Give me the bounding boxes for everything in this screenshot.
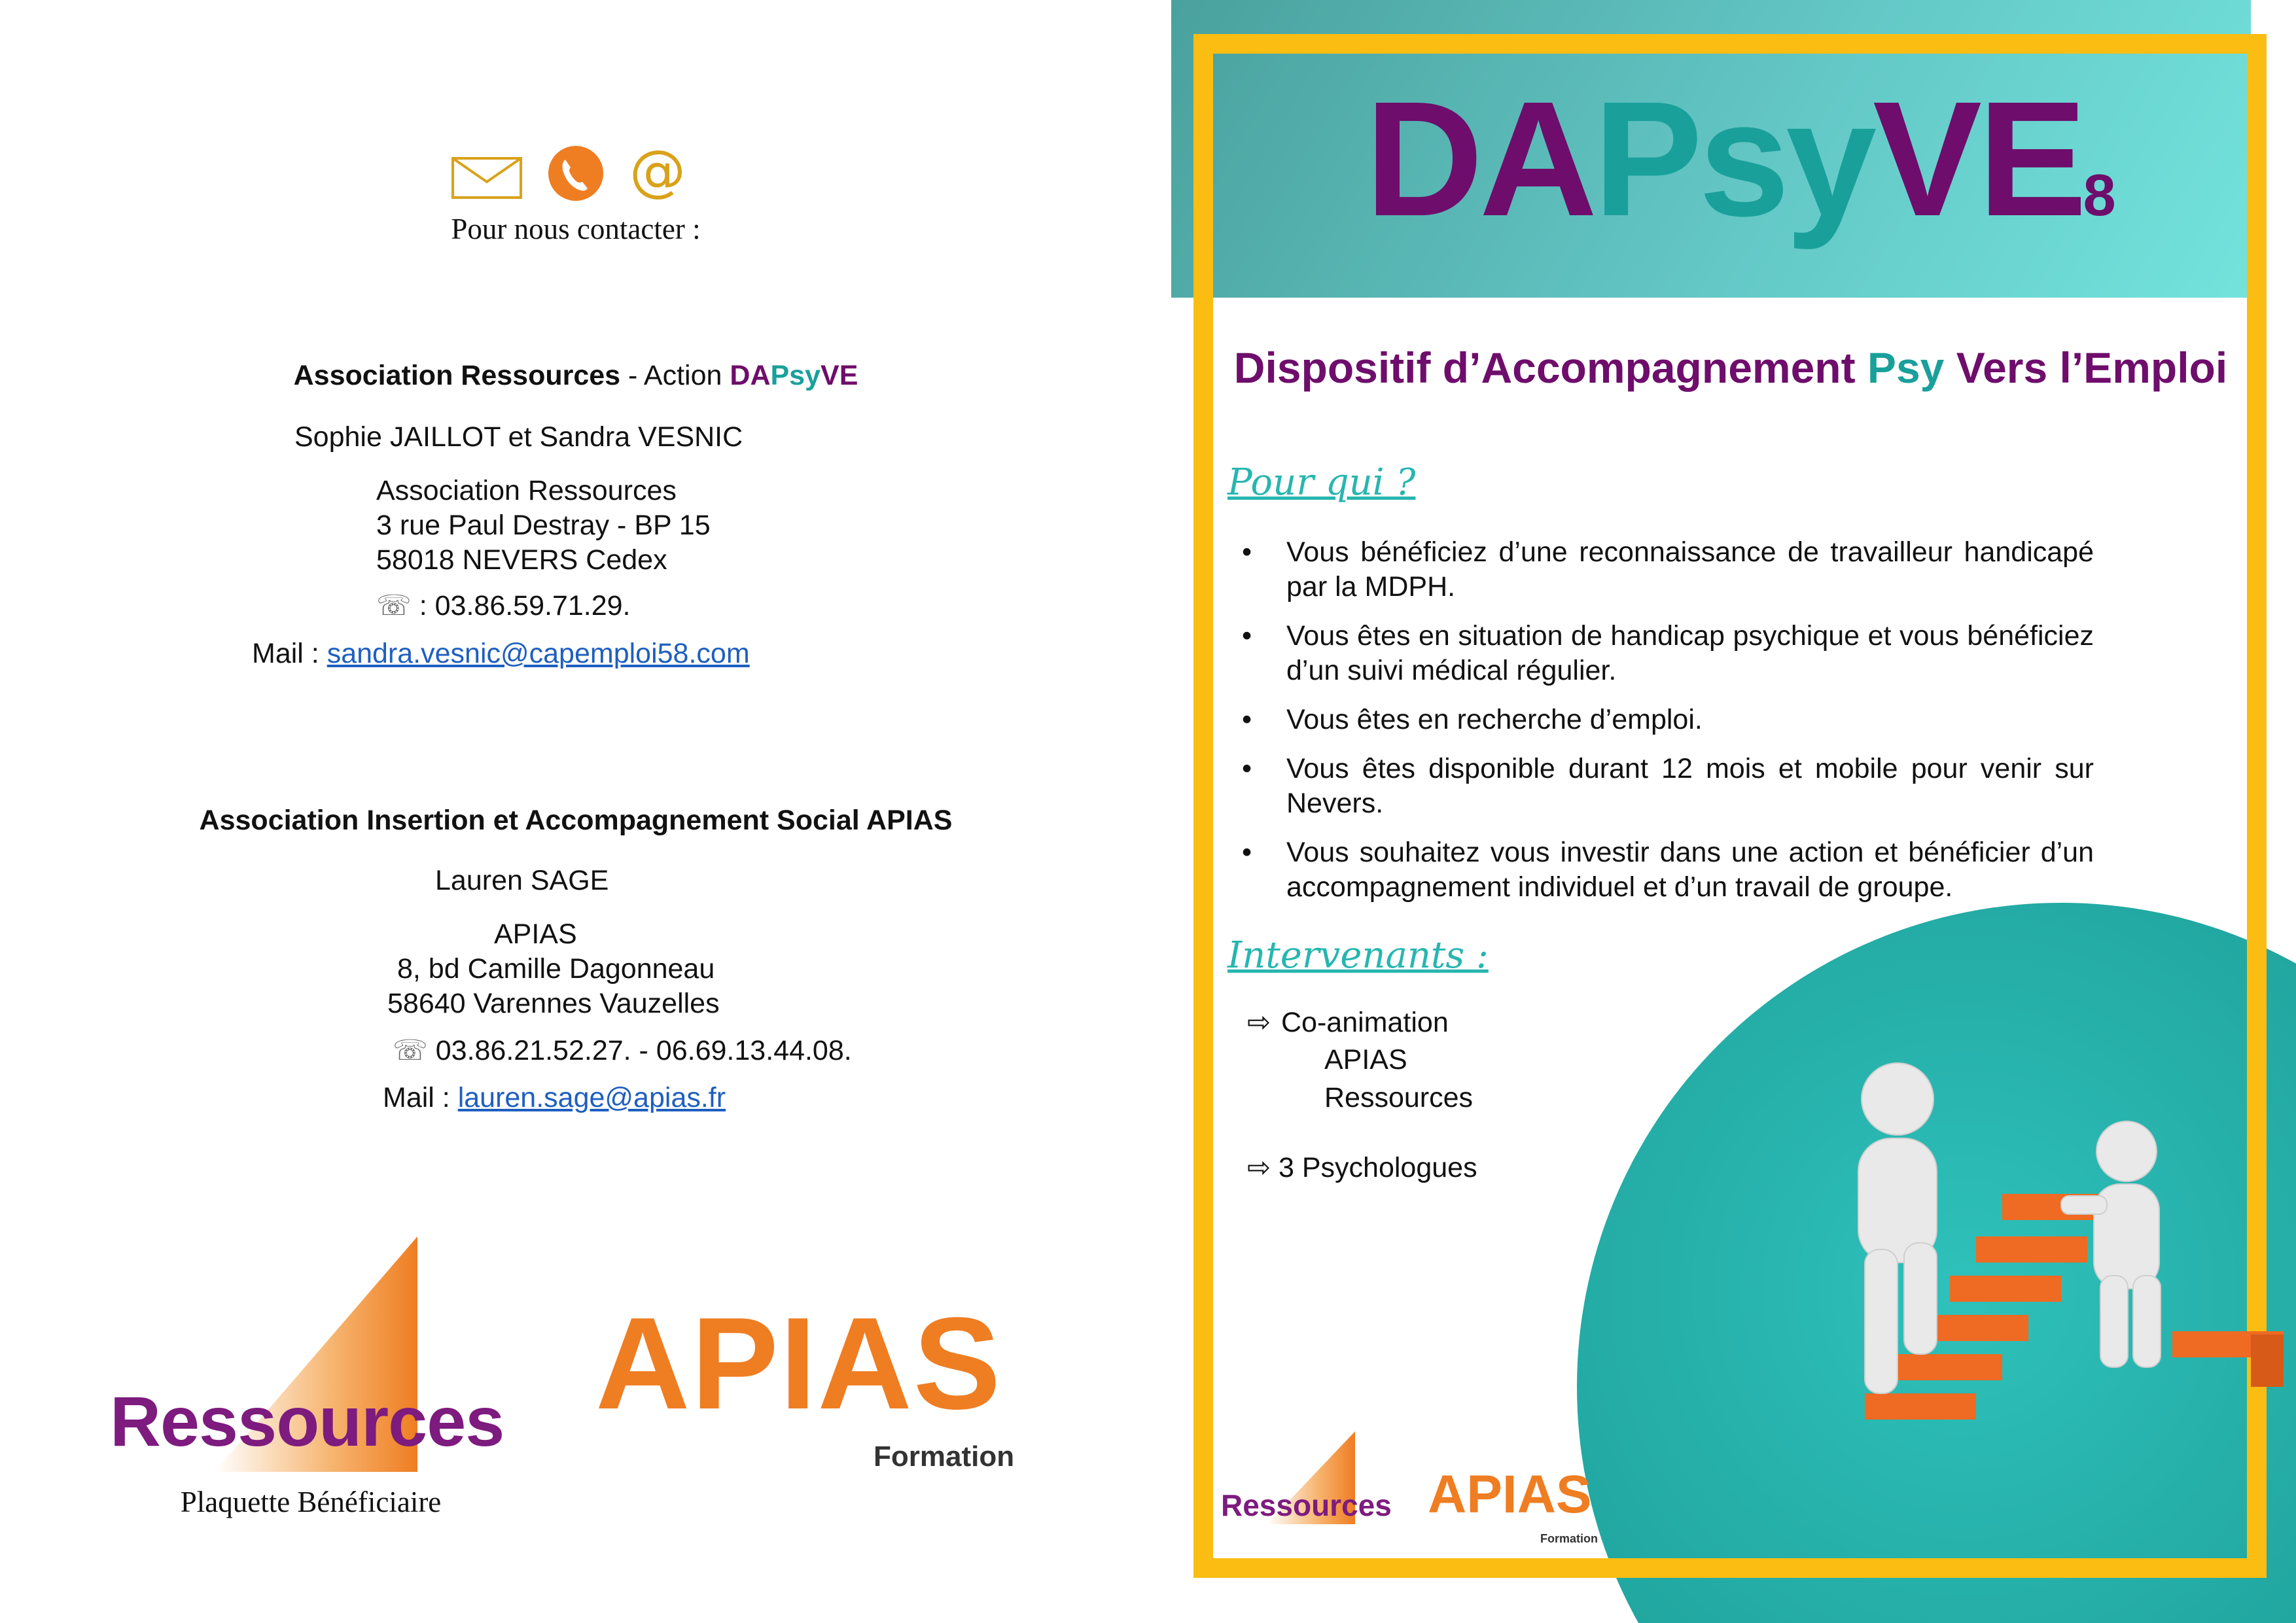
brand-psy: Psy	[1593, 67, 1873, 250]
apias-logo-small	[1428, 1464, 1624, 1543]
contact-title: Pour nous contacter :	[451, 213, 701, 245]
intervenant-item-psychologues: ⇨ 3 Psychologues	[1247, 1152, 1477, 1183]
bullet-icon: •	[1242, 536, 1252, 568]
org1-dap-da: DA	[730, 360, 771, 391]
org1-sep: - Action	[620, 360, 730, 391]
phone-icon	[548, 146, 603, 201]
org1-people: Sophie JAILLOT et Sandra VESNIC	[294, 421, 743, 453]
ressources-logo-text: Ressources	[110, 1382, 504, 1461]
apias-logo-small-sub: Formation	[1540, 1532, 1598, 1545]
org1-name: Association Ressources	[293, 360, 621, 391]
figure-climbing	[1858, 1063, 1937, 1393]
org1-mail-link[interactable]: sandra.vesnic@capemploi58.com	[327, 638, 750, 669]
arrow-right-icon: ⇨	[1247, 1152, 1271, 1183]
apias-logo-small-text: APIAS	[1428, 1465, 1592, 1524]
org1-addr2: 3 rue Paul Destray - BP 15	[376, 510, 711, 541]
phone-glyph-icon: ☏	[393, 1035, 428, 1066]
right-panel	[1171, 0, 2296, 1623]
org1-dap-ve: VE	[821, 360, 858, 391]
footer-label: Plaquette Bénéficiaire	[180, 1486, 442, 1518]
intervenants-heading: Intervenants :	[1227, 934, 1489, 977]
org2-people: Lauren SAGE	[435, 865, 609, 896]
brand-ve: VE	[1873, 67, 2083, 250]
apias-logo-sub: Formation	[874, 1440, 1015, 1473]
at-icon	[629, 144, 686, 203]
list-item: • Vous êtes disponible durant 12 mois et mobile pour venir sur Nevers.	[1242, 753, 2094, 819]
contact-icons	[451, 144, 687, 203]
arrow-right-icon: ⇨	[1247, 1007, 1271, 1038]
org1-heading	[196, 360, 955, 392]
brand-da: DA	[1365, 67, 1594, 250]
org1-phone-line	[376, 589, 631, 623]
ressources-logo-small	[1221, 1426, 1404, 1531]
bullet-icon: •	[1242, 620, 1252, 652]
org2-mail-line	[383, 1081, 726, 1115]
org2-phone-line	[393, 1034, 852, 1068]
org1-dap-psy: Psy	[770, 360, 821, 391]
org2-mail-label: Mail :	[383, 1082, 458, 1113]
org2-phone: 03.86.21.52.27. - 06.69.13.44.08.	[435, 1035, 852, 1066]
apias-logo-text: APIAS	[595, 1291, 1002, 1437]
org1-addr3: 58018 NEVERS Cedex	[376, 544, 667, 576]
intervenant-sub-apias: APIAS	[1324, 1044, 1407, 1075]
subtitle-part1: Dispositif d’Accompagnement	[1233, 343, 1867, 392]
subtitle-psy: Psy	[1867, 343, 1945, 392]
subtitle	[1210, 343, 2251, 393]
phone-glyph-icon: ☏	[376, 590, 412, 621]
org2-addr1: APIAS	[494, 918, 577, 950]
org1-mail-label: Mail :	[252, 638, 327, 669]
intervenant-sub-ressources: Ressources	[1324, 1082, 1474, 1113]
bullet-icon: •	[1242, 704, 1252, 735]
pour-qui-heading: Pour qui ?	[1227, 461, 1416, 504]
org2-mail-link[interactable]: lauren.sage@apias.fr	[457, 1082, 726, 1113]
intervenant-item-coanimation: ⇨ Co-animation	[1247, 1007, 1449, 1038]
list-item: • Vous souhaitez vous investir dans une action et bénéficier d’un accompagnement individuel et d’un travail de groupe.	[1242, 837, 2094, 903]
bullet-icon: •	[1242, 837, 1252, 868]
stairs-illustration	[1754, 1021, 2290, 1439]
list-item: • Vous êtes en recherche d’emploi.	[1237, 703, 2094, 737]
org1-mail-line	[252, 637, 750, 671]
org2-addr3: 58640 Varennes Vauzelles	[387, 988, 720, 1019]
brand-number: 8	[2083, 163, 2116, 228]
ressources-logo-small-text: Ressources	[1221, 1488, 1392, 1522]
apias-logo	[595, 1291, 1040, 1478]
org1-addr1: Association Ressources	[376, 475, 677, 506]
svg-text:@: @	[629, 144, 686, 203]
list-item: • Vous êtes en situation de handicap psychique et vous bénéficiez d’un suivi médical régulier.	[1242, 620, 2094, 686]
org2-name: Association Insertion et Accompagnement Social APIAS	[199, 805, 953, 836]
brand-title	[1315, 67, 2166, 250]
bullet-icon: •	[1242, 753, 1252, 784]
pour-qui-list	[1237, 535, 2094, 919]
org2-addr2: 8, bd Camille Dagonneau	[397, 953, 715, 985]
subtitle-part2: Vers l’Emploi	[1944, 343, 2228, 392]
ressources-logo	[110, 1236, 529, 1478]
envelope-icon	[453, 158, 521, 198]
org1-phone: : 03.86.59.71.29.	[419, 590, 631, 621]
list-item: • Vous bénéficiez d’une reconnaissance de travailleur handicapé par la MDPH.	[1242, 536, 2094, 602]
